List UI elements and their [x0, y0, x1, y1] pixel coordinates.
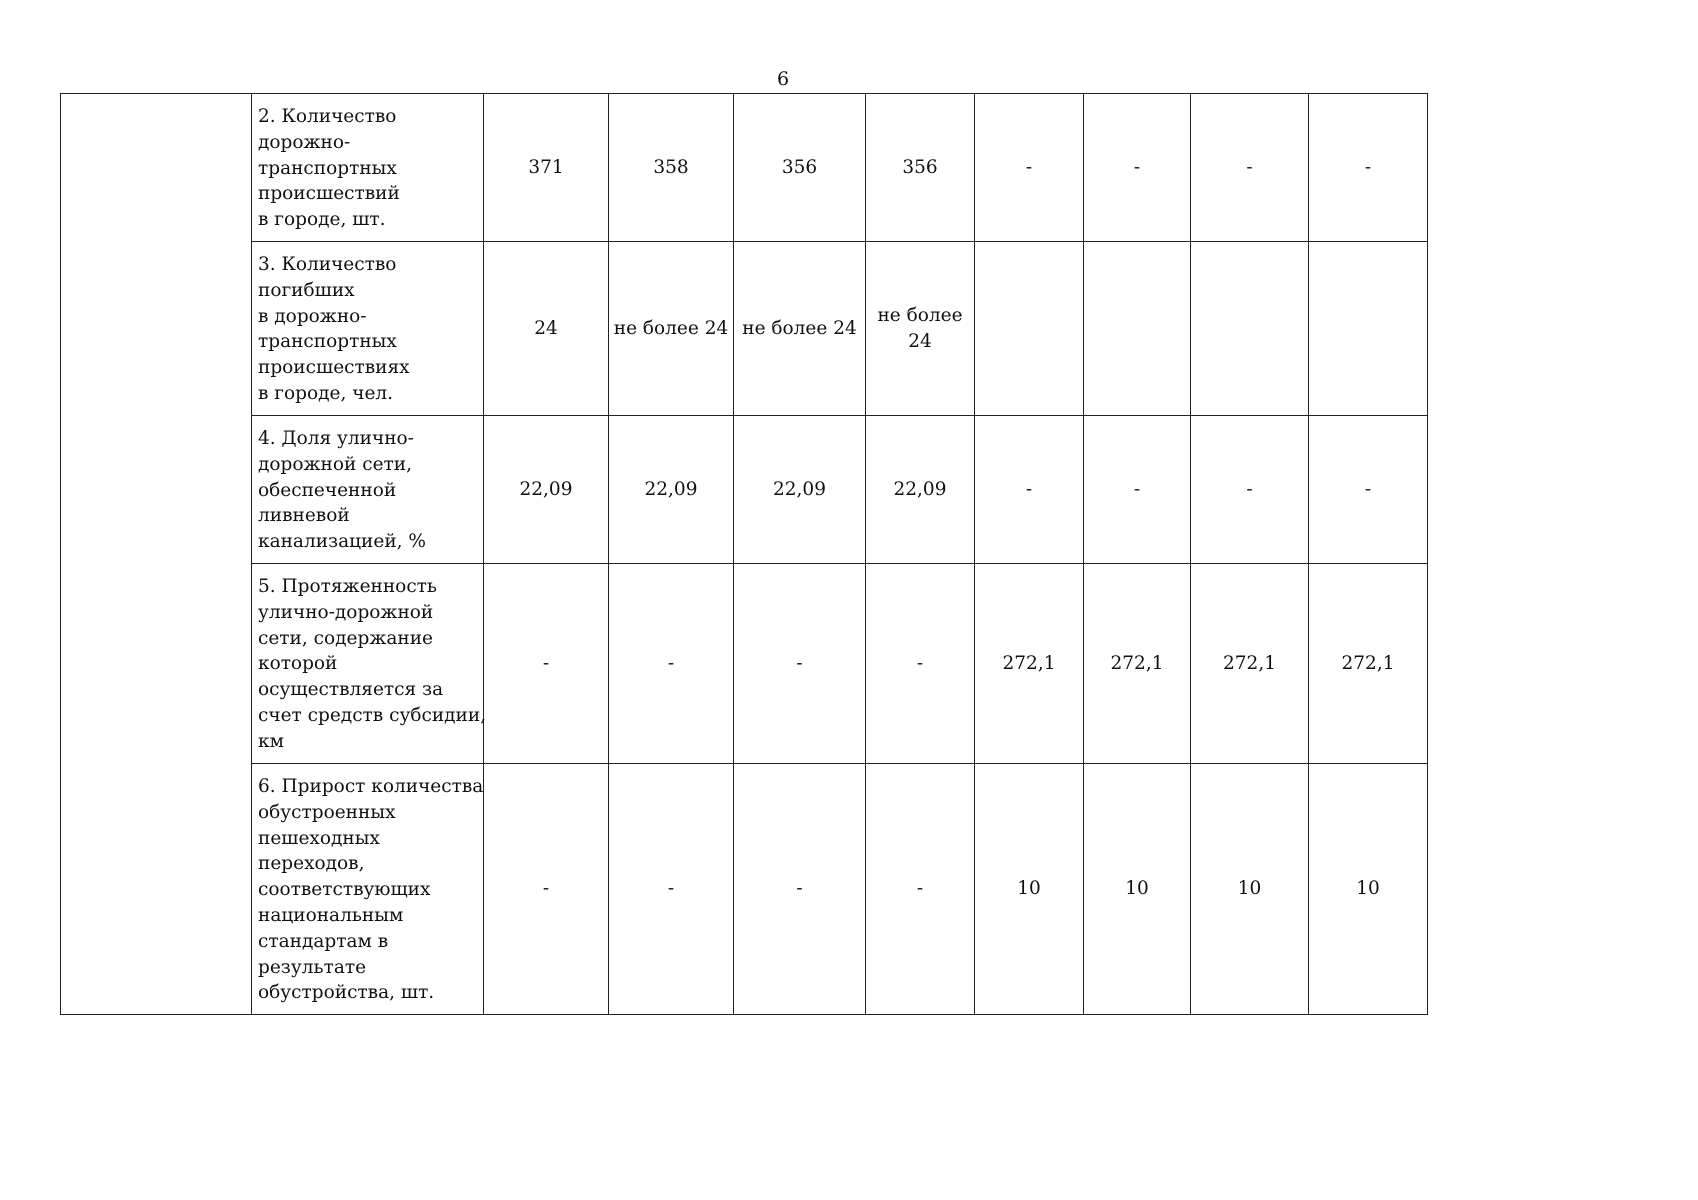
value-cell: - — [866, 564, 975, 764]
indicator-name-line: национальным — [258, 904, 404, 926]
value-cell: 272,1 — [975, 564, 1084, 764]
indicator-name-line: канализацией, % — [258, 531, 426, 553]
value-cell: 22,09 — [609, 416, 734, 564]
value-cell: 272,1 — [1309, 564, 1428, 764]
table-row — [61, 242, 1428, 416]
indicator-name-line: которой — [258, 653, 338, 675]
indicator-name-line: счет средств субсидии, — [258, 704, 487, 726]
value-cell: 371 — [484, 94, 609, 242]
value-cell — [975, 242, 1084, 416]
indicator-name-line: обустроенных — [258, 801, 396, 823]
value-cell: 22,09 — [484, 416, 609, 564]
value-cell — [1084, 242, 1191, 416]
indicator-name-line: 3. Количество — [258, 254, 397, 275]
value-cell: - — [1084, 94, 1191, 242]
indicator-name-line: 4. Доля улично- — [258, 428, 414, 449]
indicator-name-cell — [252, 564, 487, 764]
value-cell: 10 — [1309, 764, 1428, 1015]
value-cell: - — [1084, 416, 1191, 564]
merged-empty-cell — [61, 94, 252, 1015]
value-cell: 10 — [1191, 764, 1309, 1015]
indicator-name-line: погибших — [258, 279, 355, 301]
value-cell: 24 — [484, 242, 609, 416]
value-cell: - — [484, 564, 609, 764]
value-cell: - — [734, 564, 866, 764]
value-cell: - — [1191, 94, 1309, 242]
value-cell: 10 — [1084, 764, 1191, 1015]
indicator-name-line: 5. Протяженность — [258, 576, 437, 597]
indicator-name-line: в городе, шт. — [258, 209, 386, 231]
value-cell: не более 24 — [609, 242, 734, 416]
indicator-name-line: сети, содержание — [258, 627, 433, 649]
value-cell: 272,1 — [1084, 564, 1191, 764]
indicator-name-cell — [252, 242, 484, 416]
value-cell: - — [609, 564, 734, 764]
indicator-name-cell — [252, 764, 484, 1015]
indicator-name-cell — [252, 94, 484, 242]
indicator-name-line: 6. Прирост количества — [258, 776, 484, 797]
indicator-name-line: в дорожно- — [258, 305, 367, 327]
indicator-name-line: транспортных — [258, 157, 397, 179]
indicator-name-line: стандартам в — [258, 930, 389, 952]
value-cell: - — [484, 764, 609, 1015]
value-cell: - — [866, 764, 975, 1015]
value-cell: - — [975, 416, 1084, 564]
value-cell: 356 — [866, 94, 975, 242]
value-cell: 22,09 — [866, 416, 975, 564]
indicator-name-line: переходов, — [258, 853, 365, 875]
value-cell: - — [1309, 94, 1428, 242]
indicator-name-line: обустройства, шт. — [258, 982, 435, 1004]
value-cell: 10 — [975, 764, 1084, 1015]
indicator-name-cell — [252, 416, 484, 564]
indicator-name-line: ливневой — [258, 505, 350, 527]
value-cell: 358 — [609, 94, 734, 242]
value-cell: - — [1191, 416, 1309, 564]
indicator-name-line: происшествиях — [258, 357, 410, 379]
indicator-name-line: результате — [258, 956, 367, 978]
table-row — [61, 564, 1428, 764]
indicator-name-line: км — [258, 730, 284, 752]
indicator-name-line: 2. Количество — [258, 106, 397, 127]
indicator-name-line: осуществляется за — [258, 679, 444, 701]
indicator-name-line: в городе, чел. — [258, 382, 394, 404]
indicator-name-line: улично-дорожной — [258, 601, 434, 623]
table-row — [61, 416, 1428, 564]
page-number: 6 — [776, 68, 790, 90]
value-cell: - — [734, 764, 866, 1015]
value-cell: не более 24 — [866, 242, 975, 416]
indicator-name-line: дорожно- — [258, 131, 351, 153]
value-cell: - — [1309, 416, 1428, 564]
value-cell — [1191, 242, 1309, 416]
table-row — [61, 94, 1428, 242]
indicator-name-line: соответствующих — [258, 879, 431, 901]
indicator-name-line: пешеходных — [258, 827, 380, 849]
value-cell: 356 — [734, 94, 866, 242]
indicator-name-line: транспортных — [258, 331, 397, 353]
value-cell: - — [975, 94, 1084, 242]
table-row — [61, 764, 1428, 1015]
indicator-name-line: обеспеченной — [258, 479, 397, 501]
value-cell — [1309, 242, 1428, 416]
indicators-table-body — [61, 94, 1428, 1015]
value-cell: 22,09 — [734, 416, 866, 564]
value-cell: - — [609, 764, 734, 1015]
indicator-name-line: происшествий — [258, 183, 400, 205]
value-cell: 272,1 — [1191, 564, 1309, 764]
indicator-name-line: дорожной сети, — [258, 453, 412, 475]
indicators-table — [60, 93, 1428, 1015]
value-cell: не более 24 — [734, 242, 866, 416]
